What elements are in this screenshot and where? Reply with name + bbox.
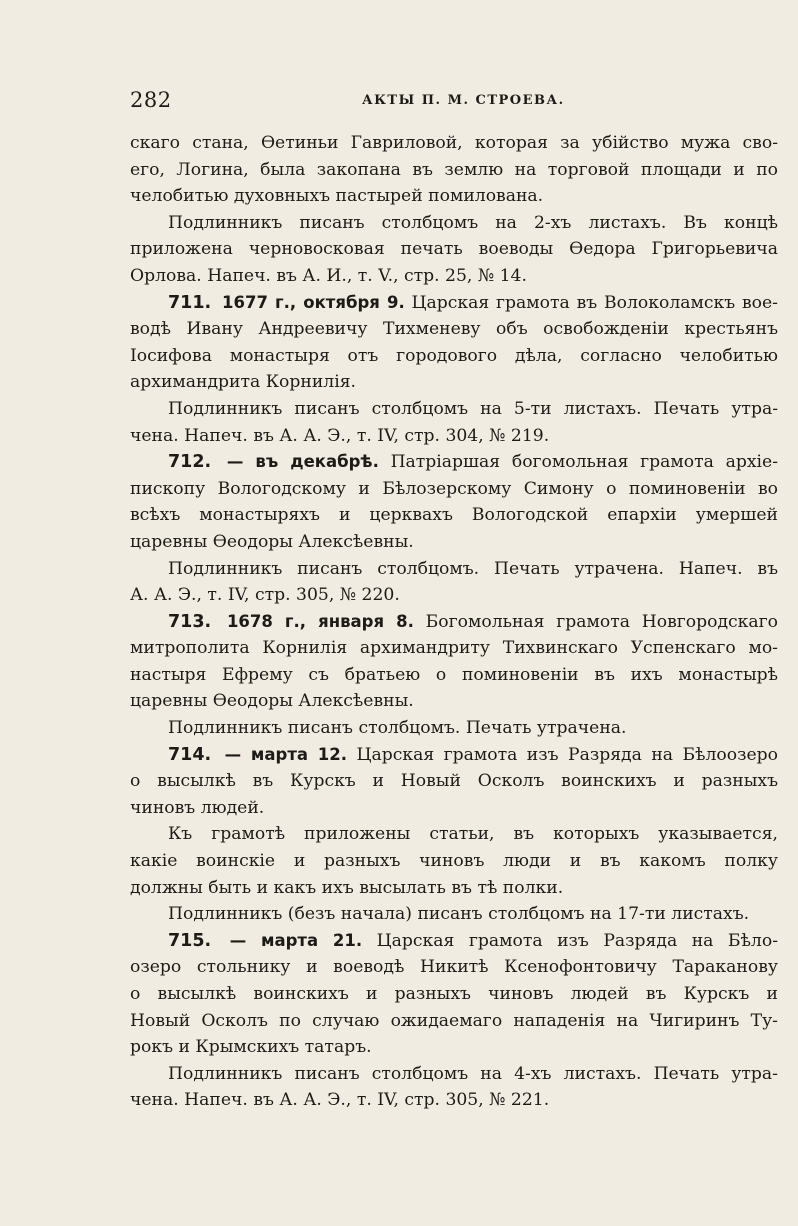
entry-text: Царская грамота изъ Разряда на Бѣлоозеро xyxy=(356,744,778,765)
paragraph xyxy=(130,821,778,901)
text-line: пископу Вологодскому и Бѣлозерскому Симону о поминовеніи во xyxy=(130,478,778,499)
entry-text: Богомольная грамота Новгородскаго xyxy=(425,611,778,632)
text-line: Подлинникъ (безъ начала) писанъ столбцомъ на 17-ти листахъ. xyxy=(168,904,750,925)
entry-date: — марта 21. xyxy=(229,930,363,950)
text-line: Подлинникъ писанъ столбцомъ на 4-хъ листахъ. Печать утра- xyxy=(168,1063,778,1084)
text-line xyxy=(130,290,778,317)
entry-714 xyxy=(130,742,778,822)
paragraph xyxy=(130,1061,778,1114)
text-line: Подлинникъ писанъ столбцомъ на 2-хъ листахъ. Въ концѣ xyxy=(168,212,778,233)
text-line: чена. Напеч. въ А. А. Э., т. IV, стр. 304, № 219. xyxy=(130,425,550,446)
entry-date: 1677 г., октября 9. xyxy=(222,292,405,312)
entry-text: Царская грамота изъ Разряда на Бѣло- xyxy=(376,930,778,951)
page-header xyxy=(130,88,775,112)
paragraph xyxy=(130,556,778,609)
text-line: рокъ и Крымскихъ татаръ. xyxy=(130,1037,372,1058)
text-line: скаго стана, Өетиньи Гавриловой, которая за убійство мужа сво- xyxy=(130,133,778,153)
paragraph xyxy=(130,715,778,742)
entry-number: 713. xyxy=(168,611,212,632)
text-line: должны быть и какъ ихъ высылать въ тѣ полки. xyxy=(130,877,564,898)
text-line: чена. Напеч. въ А. А. Э., т. IV, стр. 305, № 221. xyxy=(130,1090,550,1111)
entry-number: 715. xyxy=(168,930,212,951)
entry-text: Патріаршая богомольная грамота архіе- xyxy=(390,452,778,473)
text-line: царевны Өеодоры Алексѣевны. xyxy=(130,691,414,712)
entry-date: — въ декабрѣ. xyxy=(226,452,379,472)
entry-number: 711. xyxy=(168,292,212,313)
running-head: АКТЫ П. М. СТРОЕВА. xyxy=(362,93,565,108)
text-line: настыря Ефрему съ братьею о поминовеніи въ ихъ монастырѣ xyxy=(130,664,778,685)
text-line: Новый Осколъ по случаю ожидаемаго нападенія на Чигиринъ Ту- xyxy=(130,1010,778,1031)
paragraph xyxy=(130,901,778,928)
page-number: 282 xyxy=(130,88,172,112)
entry-date: 1678 г., января 8. xyxy=(226,611,414,631)
text-line: Іосифова монастыря отъ городового дѣла, согласно челобитью xyxy=(130,345,778,366)
text-line: чиновъ людей. xyxy=(130,797,265,818)
text-line: о высылкѣ въ Курскъ и Новый Осколъ воинскихъ и разныхъ xyxy=(130,771,778,792)
paragraph xyxy=(130,130,778,210)
text-line: царевны Өеодоры Алексѣевны. xyxy=(130,531,414,552)
entry-715 xyxy=(130,928,778,1061)
text-line: озеро стольнику и воеводѣ Никитѣ Ксенофонтовичу Тараканову xyxy=(130,957,778,978)
text-line xyxy=(130,928,778,955)
text-line: всѣхъ монастыряхъ и церквахъ Вологодской епархіи умершей xyxy=(130,505,778,526)
text-line xyxy=(130,609,778,636)
text-line: Къ грамотѣ приложены статьи, въ которыхъ указывается, xyxy=(168,824,778,845)
entry-text: Царская грамота въ Волоколамскъ вое- xyxy=(411,292,778,313)
entry-number: 714. xyxy=(168,744,212,765)
entry-date: — марта 12. xyxy=(224,744,347,764)
text-line: митрополита Корнилія архимандриту Тихвинскаго Успенскаго мо- xyxy=(130,638,778,659)
entry-712 xyxy=(130,449,778,555)
text-line: челобитью духовныхъ пастырей помилована. xyxy=(130,186,544,207)
text-line: его, Логина, была закопана въ землю на торговой площади и по xyxy=(130,159,778,180)
entry-713 xyxy=(130,609,778,715)
document-body xyxy=(130,130,778,1114)
text-line: Подлинникъ писанъ столбцомъ. Печать утрачена. xyxy=(168,718,627,739)
text-line: какіе воинскіе и разныхъ чиновъ люди и въ какомъ полку xyxy=(130,851,778,872)
text-line: Подлинникъ писанъ столбцомъ. Печать утрачена. Напеч. въ xyxy=(168,558,778,579)
text-line: Подлинникъ писанъ столбцомъ на 5-ти листахъ. Печать утра- xyxy=(168,398,778,419)
text-line xyxy=(130,742,778,769)
text-line: архимандрита Корнилія. xyxy=(130,372,357,393)
paragraph xyxy=(130,210,778,290)
paragraph xyxy=(130,396,778,449)
entry-number: 712. xyxy=(168,452,212,473)
text-line: приложена черновосковая печать воеводы Өедора Григорьевича xyxy=(130,239,778,260)
entry-711 xyxy=(130,290,778,396)
text-line: водѣ Ивану Андреевичу Тихменеву объ освобожденіи крестьянъ xyxy=(130,319,778,340)
text-line: Орлова. Напеч. въ А. И., т. V., стр. 25, № 14. xyxy=(130,265,527,286)
text-line xyxy=(130,449,778,476)
text-line: о высылкѣ воинскихъ и разныхъ чиновъ людей въ Курскъ и xyxy=(130,984,778,1004)
text-line: А. А. Э., т. IV, стр. 305, № 220. xyxy=(130,585,400,606)
